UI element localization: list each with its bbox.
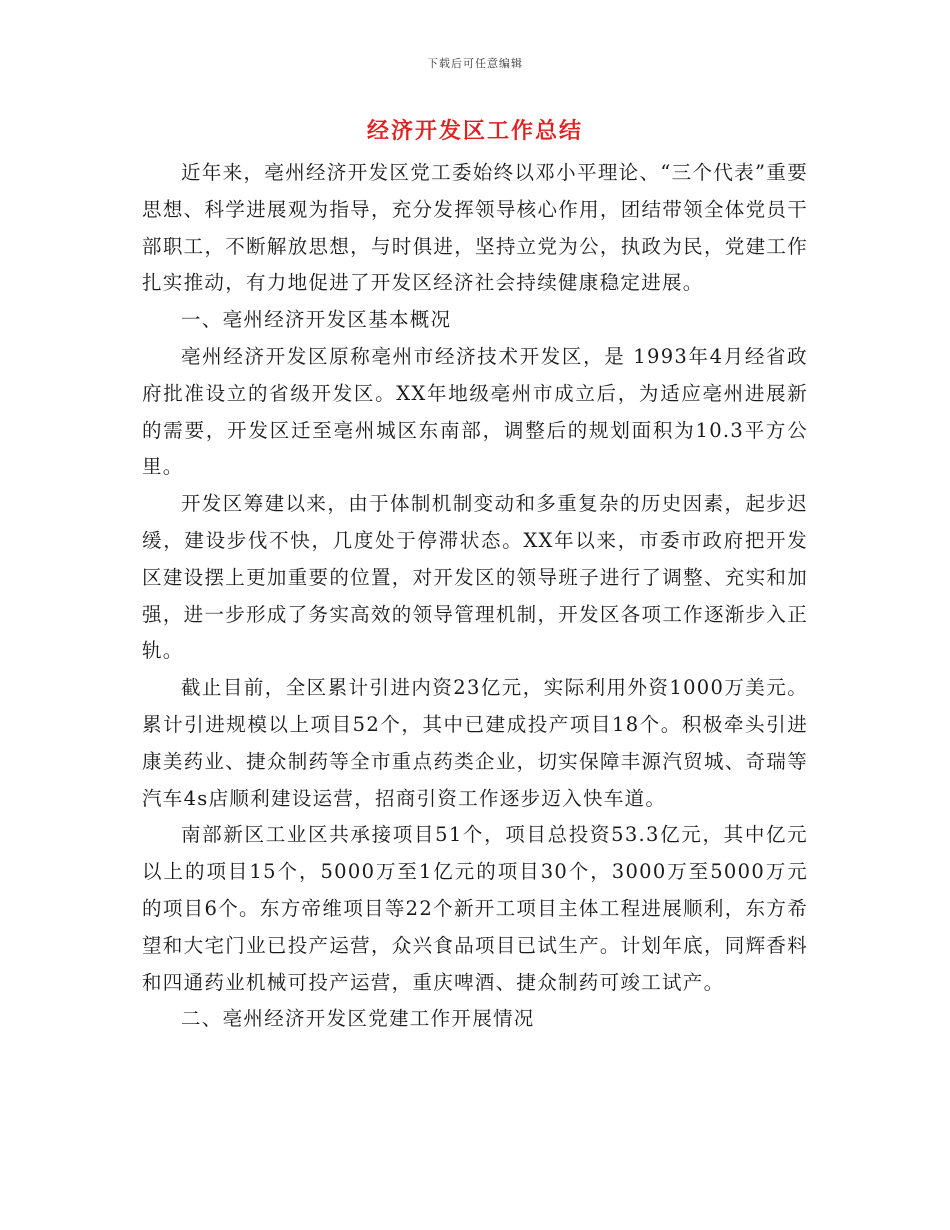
document-body xyxy=(142,155,808,1038)
page-header: 下载后可任意编辑 xyxy=(427,57,523,70)
paragraph-intro: 近年来，亳州经济开发区党工委始终以邓小平理论、“三个代表”重要思想、科学进展观为指导，充分发挥领导核心作用，团结带领全体党员干部职工，不断解放思想，与时俱进，坚持立党为公，执政为民，党建工作扎实推动，有力地促进了开发区经济社会持续健康稳定进展。 xyxy=(142,161,808,295)
paragraph-investment: 截止目前，全区累计引进内资23亿元，实际利用外资1000万美元。累计引进规模以上项目52个，其中已建成投产项目18个。积极牵头引进康美药业、捷众制药等全市重点药类企业，切实保障丰源汽贸城、奇瑞等汽车4s店顺利建设运营，招商引资工作逐步迈入快车道。 xyxy=(142,676,808,810)
paragraph-projects: 南部新区工业区共承接项目51个，项目总投资53.3亿元，其中亿元以上的项目15个，5000万至1亿元的项目30个，3000万至5000万元的项目6个。东方帝维项目等22个新开工项目主体工程进展顺利，东方希望和大宅门业已投产运营，众兴食品项目已试生产。计划年底，同辉香料和四通药业机械可投产运营，重庆啤酒、捷众制药可竣工试产。 xyxy=(142,823,808,994)
section-heading-2: 二、亳州经济开发区党建工作开展情况 xyxy=(181,1007,535,1031)
paragraph-history: 开发区筹建以来，由于体制机制变动和多重复杂的历史因素，起步迟缓，建设步伐不快，几度处于停滞状态。XX年以来，市委市政府把开发区建设摆上更加重要的位置，对开发区的领导班子进行了调整、充实和加强，进一步形成了务实高效的领导管理机制，开发区各项工作逐渐步入正轨。 xyxy=(142,492,808,663)
document-title: 经济开发区工作总结 xyxy=(366,118,583,144)
paragraph-overview: 亳州经济开发区原称亳州市经济技术开发区，是 1993年4月经省政府批准设立的省级开发区。XX年地级亳州市成立后，为适应亳州进展新的需要，开发区迁至亳州城区东南部，调整后的规划面积为10.3平方公里。 xyxy=(142,344,808,479)
section-heading-1: 一、亳州经济开发区基本概况 xyxy=(181,308,452,332)
